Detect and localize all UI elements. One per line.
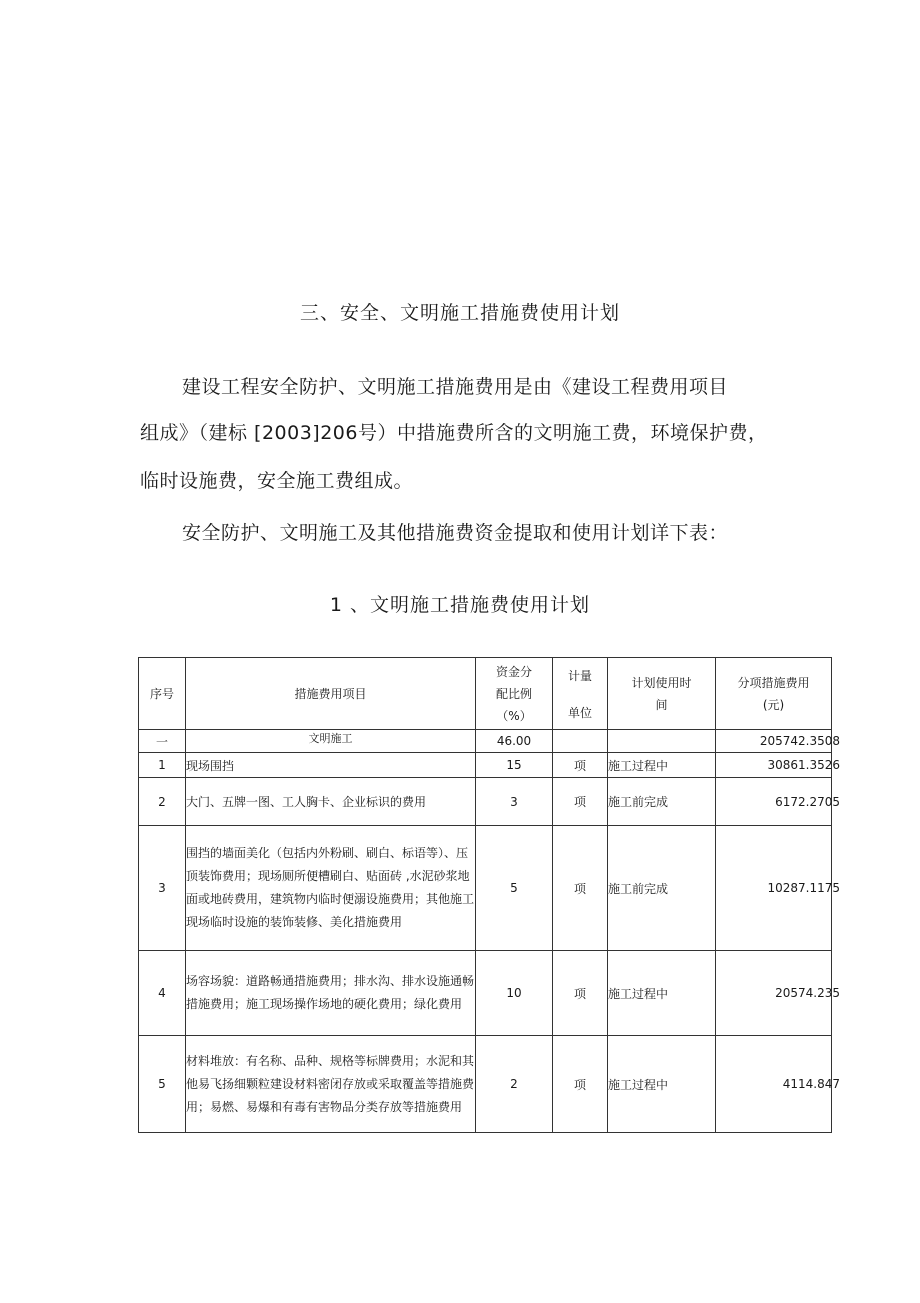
row-item: 场容场貌：道路畅通措施费用；排水沟、排水设施通畅措施费用；施工现场操作场地的硬化费用；绿化费用	[186, 951, 476, 1036]
row-unit: 项	[553, 753, 608, 778]
header-time	[608, 658, 716, 730]
cost-plan-table	[138, 657, 840, 1133]
row-time: 施工过程中	[608, 753, 716, 778]
row-ratio: 15	[476, 753, 553, 778]
row-item: 大门、五牌一图、工人胸卡、企业标识的费用	[186, 778, 476, 826]
header-unit-line1: 计量	[567, 668, 592, 683]
row-seq: 3	[139, 826, 186, 951]
section-title: 三、安全、文明施工措施费使用计划	[299, 302, 620, 324]
group-unit	[553, 730, 608, 753]
intro-line-2: 组成》（建标 [2003]206号）中措施费所含的文明施工费，环境保护费，	[140, 422, 768, 444]
table-title: 1 、文明施工措施费使用计划	[329, 594, 591, 616]
row-cost-value: 6172.2705	[775, 794, 840, 809]
row-cost	[716, 753, 840, 778]
header-ratio-line3: （%）	[496, 708, 532, 723]
row-unit: 项	[553, 778, 608, 826]
intro-line-3: 临时设施费，安全施工费组成。	[140, 470, 414, 492]
intro-line-4: 安全防护、文明施工及其他措施费资金提取和使用计划详下表：	[182, 522, 729, 544]
row-ratio: 10	[476, 951, 553, 1036]
header-item: 措施费用项目	[186, 658, 476, 730]
table-row-group	[139, 730, 832, 753]
row-cost-value: 30861.3526	[767, 758, 840, 772]
row-time: 施工过程中	[608, 1036, 716, 1133]
group-seq: 一	[139, 730, 186, 753]
row-item: 现场围挡	[186, 753, 476, 778]
header-cost	[716, 658, 832, 730]
row-cost	[716, 951, 840, 1036]
header-ratio	[476, 658, 553, 730]
row-ratio: 2	[476, 1036, 553, 1133]
group-cost	[716, 730, 840, 753]
table-header-row	[139, 658, 832, 730]
header-unit	[553, 658, 608, 730]
row-time: 施工过程中	[608, 951, 716, 1036]
row-unit: 项	[553, 951, 608, 1036]
row-cost-value: 20574.235	[775, 986, 840, 1000]
row-cost	[716, 1036, 840, 1133]
header-ratio-line1: 资金分	[495, 664, 532, 679]
intro-line-1: 建设工程安全防护、文明施工措施费用是由《建设工程费用项目	[182, 376, 729, 398]
table-row	[139, 826, 832, 951]
row-cost-value: 10287.1175	[767, 881, 840, 895]
header-cost-line2: (元)	[762, 697, 785, 712]
row-item: 围挡的墙面美化（包括内外粉刷、刷白、标语等）、压顶装饰费用；现场厕所便槽刷白、贴面砖 ,水泥砂浆地面或地砖费用，建筑物内临时便溺设施费用；其他施工现场临时设施的装饰装修、美化措施费用	[186, 826, 476, 951]
group-time	[608, 730, 716, 753]
row-unit: 项	[553, 826, 608, 951]
group-item: 文明施工	[186, 730, 476, 753]
row-item: 材料堆放：有名称、品种、规格等标牌费用；水泥和其他易飞扬细颗粒建设材料密闭存放或采取覆盖等措施费用；易燃、易爆和有毒有害物品分类存放等措施费用	[186, 1036, 476, 1133]
row-time: 施工前完成	[608, 778, 716, 826]
table-row	[139, 951, 832, 1036]
row-cost	[716, 826, 840, 951]
group-cost-value: 205742.3508	[759, 734, 840, 748]
row-ratio: 3	[476, 778, 553, 826]
table-row	[139, 753, 832, 778]
row-ratio: 5	[476, 826, 553, 951]
table-row	[139, 1036, 832, 1133]
row-seq: 5	[139, 1036, 186, 1133]
row-unit: 项	[553, 1036, 608, 1133]
table-row	[139, 778, 832, 826]
group-ratio: 46.00	[476, 730, 553, 753]
header-cost-line1: 分项措施费用	[737, 675, 810, 690]
header-time-line1: 计划使用时	[631, 675, 692, 690]
row-cost	[716, 778, 840, 826]
row-seq: 4	[139, 951, 186, 1036]
row-seq: 2	[139, 778, 186, 826]
header-unit-line2: 单位	[567, 705, 592, 720]
header-seq: 序号	[139, 658, 186, 730]
header-ratio-line2: 配比例	[495, 686, 532, 701]
header-time-line2: 间	[655, 697, 668, 712]
row-time: 施工前完成	[608, 826, 716, 951]
row-cost-value: 4114.847	[782, 1077, 840, 1091]
row-seq: 1	[139, 753, 186, 778]
